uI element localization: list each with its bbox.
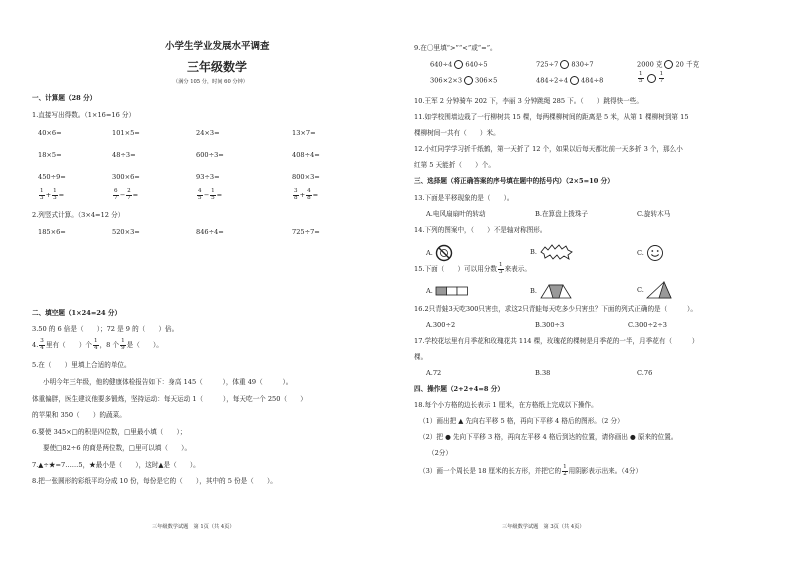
calc-item: 101×5= [112,129,140,137]
question-17-line-2: 棵。 [414,353,428,361]
section-1-heading: 一、计算题（28 分） [32,94,97,102]
right-footer: 三年级数学试题 第 3页（共 4页） [502,524,585,530]
fill-5-line-2: 体重偏胖，医生建议他要多锻炼，坚持运动：每天运动 1（ ），每天吃一个 250（ ） [32,395,307,403]
q14-option-a: A. [426,244,453,262]
q18-part-2-line-2: （2分） [428,449,452,457]
compare-2: 725÷7 830÷7 [536,60,594,69]
question-2: 2.列竖式计算。（3×4=12 分） [32,211,125,219]
calc-item: 800×3= [292,173,320,181]
calc-item: 600÷3= [196,151,224,159]
q14-option-b: B. [530,244,573,260]
question-10: 10.王军 2 分钟骑车 202 下，李丽 3 分钟跳绳 285 下。（ ）跳得快一些。 [414,97,643,105]
q17-option-a: A.72 [426,369,442,377]
vertical-calc-3: 846÷4= [196,228,224,236]
subject-title: 三年级数学 [187,60,248,74]
vertical-calc-1: 185×6= [38,228,66,236]
compare-circle[interactable] [647,74,656,83]
fill-7: 7.▲÷★=7……5，★最小是（ ），这时▲是（ ）。 [32,461,200,469]
smiley-face-icon [646,244,664,262]
calc-item: 13×7= [292,129,316,137]
fill-4-fraction-1: $\frac{3}{4}$ [40,338,44,351]
fill-4-fraction-3: $\frac{1}{9}$ [121,338,125,351]
fill-4-text-1: 里有（ ）个 [45,341,93,350]
q16-option-b: B.300÷3 [535,321,565,329]
fill-4-fraction-2: $\frac{1}{4}$ [94,338,98,351]
q14-option-c: C. [637,244,664,262]
fill-6-line-1: 6.要使 345×□的积是四位数，□里最小填（ ）； [32,428,187,436]
calc-item: 300×6= [112,173,140,181]
q15-option-a: A. [426,286,469,296]
question-13: 13.下面是平移现象的是（ ）。 [414,194,514,202]
question-18: 18.每个小方格的边长表示 1 厘米，在方格纸上完成以下操作。 [414,401,598,409]
compare-1: 640÷4 640÷5 [430,60,488,69]
question-15: 15.下面（ ）可以用分数 $\frac{1}{3}$ 来表示。 [414,262,531,275]
left-footer: 三年级数学试题 第 1页（共 4页） [152,524,235,530]
triangle-shape-icon [646,281,672,299]
fraction-calc-item: $\frac{6}{7}$ − $\frac{2}{7}$ = [114,188,139,201]
question-16: 16.2只青蛙3天吃300只害虫，求这2只青蛙每天吃多少只害虫？下面的列式正确的是（ ）。 [414,305,697,313]
fill-8: 8.把一张圆形的彩纸平均分成 10 份，每份是它的（ ），其中的 5 份是（ ）。 [32,477,277,485]
fill-6-line-2: 要使□82÷6 的商是两位数，□里可以填（ ）。 [43,444,192,452]
question-14: 14.下列的图案中，（ ）不是轴对称图形。 [414,226,547,234]
fraction-calc-item: $\frac{4}{5}$ − $\frac{1}{5}$ = [198,188,223,201]
question-12-line-2: 红第 5 天能折（ ）个。 [414,161,495,169]
compare-circle[interactable] [570,76,579,85]
compare-5: 484÷2÷4 484÷8 [536,76,604,85]
q16-option-a: A.300÷2 [426,321,456,329]
three-part-bar-icon [435,286,469,296]
compare-circle[interactable] [464,76,473,85]
fill-4 [32,339,163,351]
q16-option-c: C.300÷2÷3 [628,321,667,329]
question-11-line-1: 11.如学校围墙边栽了一行柳树共 15 棵，每两棵柳树间的距离是 5 米，从第 1 棵柳树到第 15 [414,113,689,121]
section-4-heading: 四、操作题（2+2+4=8 分） [414,385,504,393]
calc-item: 93÷3= [196,173,220,181]
vertical-calc-2: 520×3= [112,228,140,236]
question-12-line-1: 12.小红同学学习折千纸鹤，第一天折了 12 个，如果以后每天都比前一天多折 3 个，那么小 [414,145,683,153]
fill-4-text-3: 是（ ）。 [126,341,163,350]
fill-3: 3.50 的 6 倍是（ ）；72 是 9 的（ ）倍。 [32,325,179,333]
question-17-line-1: 17.学校花坛里有月季花和玫瑰花共 114 棵，玫瑰花的棵树是月季花的一半，月季花有（ ） [414,337,699,345]
exam-info: （满分 105 分，时间 60 分钟） [173,79,248,85]
compare-3: 2000 克 20 千克 [637,60,700,69]
q13-option-a: A.电风扇扇叶的转动 [426,210,486,218]
fill-5-line-3: 的苹果和 350（ ）的蔬菜。 [32,411,126,419]
q18-fraction: $\frac{1}{2}$ [563,464,567,477]
q15-option-b: B. [530,283,573,299]
fill-5-line-1: 小明今年三年级，他的健康体检报告如下：身高 145（ ），体重 49（ ）。 [43,378,293,386]
prohibition-sign-icon [435,244,453,262]
q13-option-c: C.旋转木马 [637,210,671,218]
page-title: 小学生学业发展水平调查 [165,41,270,52]
q15-option-c: C. [637,281,672,299]
q13-option-b: B.在算盘上拨珠子 [535,210,589,218]
compare-4: 306×2×3 306×5 [430,76,498,85]
compare-circle[interactable] [454,60,463,69]
fraction-calc-item: $\frac{1}{3}$ + $\frac{1}{3}$ = [40,188,65,201]
q17-option-b: B.38 [535,369,551,377]
calc-item: 18×5= [38,151,62,159]
question-11-line-2: 棵柳树间一共有（ ）米。 [414,129,500,137]
fill-4-prefix: 4. [32,341,39,350]
trapezoid-shape-icon [539,283,573,299]
q18-part-1: （1）画出把 ▲ 先向右平移 5 格，再向下平移 4 格后的图形。（2 分） [419,417,624,425]
section-2-heading: 二、填空题（1×24=24 分） [32,309,122,317]
compare-circle[interactable] [560,60,569,69]
q18-part-3: （3）画一个周长是 18 厘米的长方形，并把它的 $\frac{1}{2}$ 用阴影表示出来。（4分） [419,464,643,477]
burst-shape-icon [539,244,573,260]
calc-item: 40×6= [38,129,62,137]
q18-part-2-line-1: （2）把 ● 先向下平移 3 格，再向左平移 4 格后到达的位置，请你画出 ● 原来的位置。 [419,433,678,441]
vertical-calc-4: 725÷7= [292,228,320,236]
calc-item: 24×3= [196,129,220,137]
calc-item: 408÷4= [292,151,320,159]
calc-item: 48÷3= [112,151,136,159]
compare-6: $\frac{1}{5}$ $\frac{1}{7}$ [639,71,664,84]
fill-4-text-2: ，8 个 [99,341,120,350]
fill-5: 5.在（ ）里填上合适的单位。 [32,361,131,369]
section-3-heading: 三、选择题（将正确答案的序号填在题中的括号内）（2×5=10 分） [414,177,614,185]
calc-item: 450÷9= [38,173,66,181]
fraction-calc-item: $\frac{3}{8}$ + $\frac{4}{8}$ = [294,188,319,201]
q17-option-c: C.76 [637,369,653,377]
question-9: 9.在〇里填“>”“<”或“=”。 [414,44,497,52]
q15-fraction: $\frac{1}{3}$ [499,262,503,275]
compare-circle[interactable] [664,60,673,69]
question-1: 1.直接写出得数。（1×16=16 分） [32,111,136,119]
